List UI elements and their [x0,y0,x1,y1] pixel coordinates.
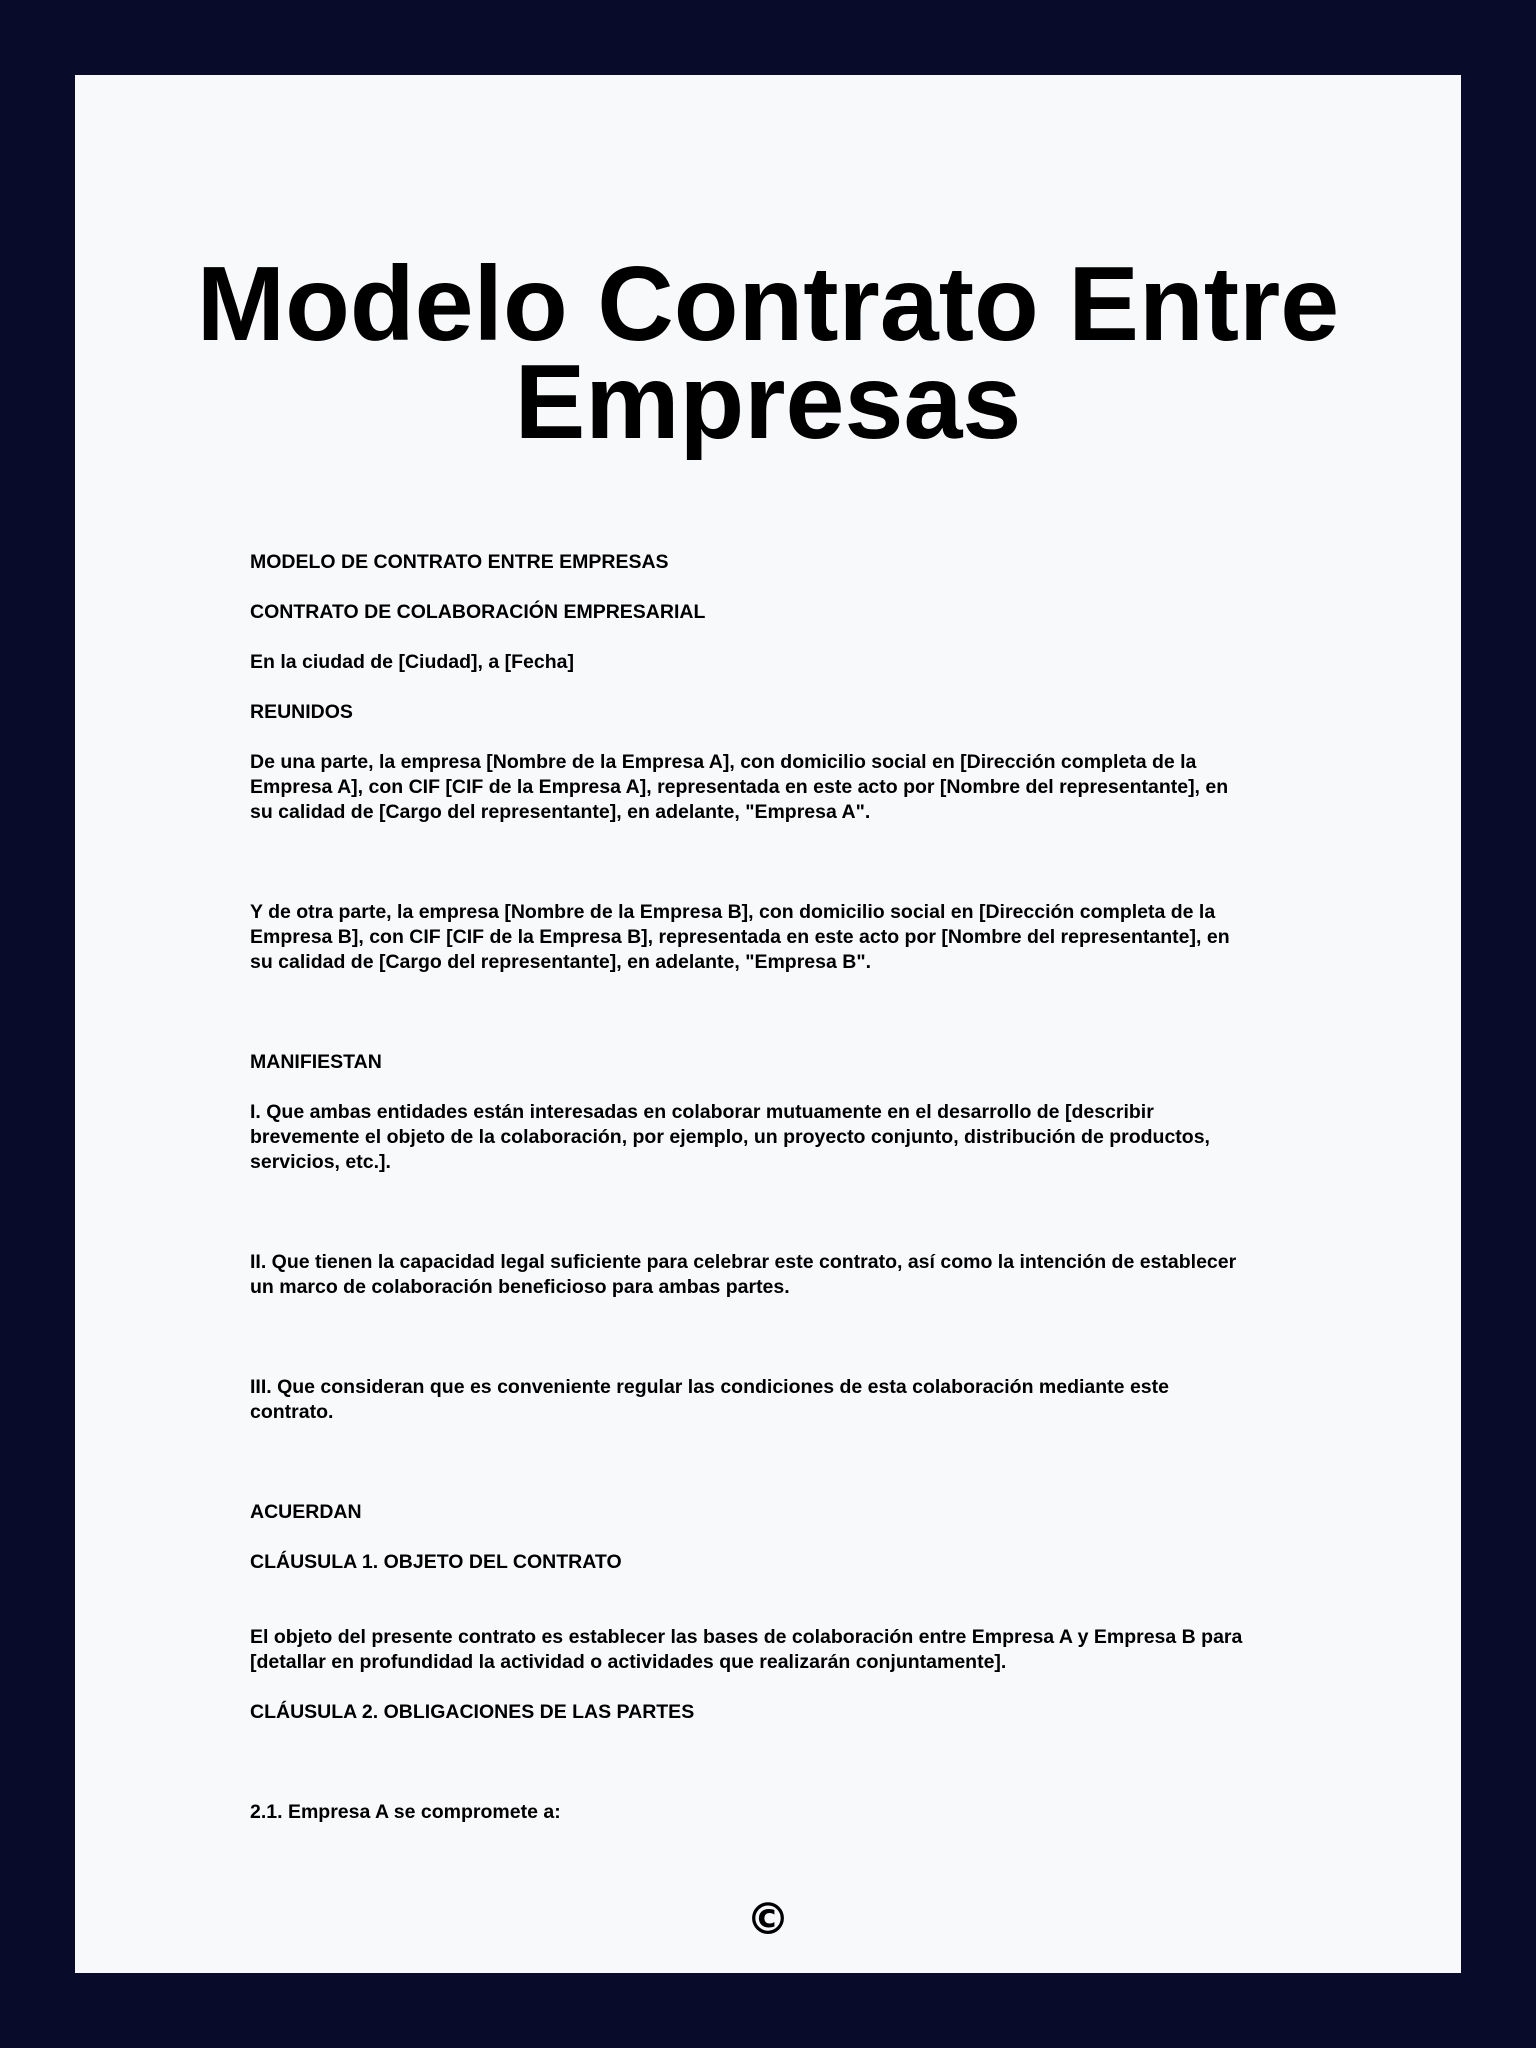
manifest-1-line: I. Que ambas entidades están interesadas en colaborar mutuamente en el desarrollo de [describir [250,1101,1154,1123]
section-manifiestan: MANIFIESTAN [250,1051,382,1073]
manifest-1-paragraph [250,1100,1290,1175]
manifest-2-line: II. Que tienen la capacidad legal suficiente para celebrar este contrato, así como la intención de establecer [250,1251,1237,1273]
manifest-3-line: III. Que consideran que es conveniente regular las condiciones de esta colaboración mediante este [250,1376,1169,1398]
party-a-line: De una parte, la empresa [Nombre de la Empresa A], con domicilio social en [Dirección completa de la [250,751,1197,773]
manifest-1-line: brevemente el objeto de la colaboración, por ejemplo, un proyecto conjunto, distribución de productos, [250,1126,1210,1148]
document-title-line-1: Modelo Contrato Entre [196,245,1340,363]
party-a-line: Empresa A], con CIF [CIF de la Empresa A], representada en este acto por [Nombre del representante], en [250,776,1229,798]
clause-2-title: CLÁUSULA 2. OBLIGACIONES DE LAS PARTES [250,1701,695,1723]
clause-2-1: 2.1. Empresa A se compromete a: [250,1801,561,1823]
manifest-3-line: contrato. [250,1401,334,1423]
copyright-icon: © [746,1894,790,1945]
party-b-paragraph [250,900,1290,975]
party-a-paragraph [250,750,1290,825]
clause-1-line: El objeto del presente contrato es establecer las bases de colaboración entre Empresa A y Empresa B para [250,1626,1243,1648]
manifest-1-line: servicios, etc.]. [250,1151,391,1173]
section-acuerdan: ACUERDAN [250,1501,362,1523]
party-b-line: Empresa B], con CIF [CIF de la Empresa B], representada en este acto por [Nombre del representante], en [250,926,1230,948]
manifest-3-paragraph [250,1375,1290,1425]
clause-1-paragraph [250,1625,1290,1675]
place-date: En la ciudad de [Ciudad], a [Fecha] [250,651,574,673]
document-title [75,245,1461,461]
heading-sub: CONTRATO DE COLABORACIÓN EMPRESARIAL [250,601,706,623]
manifest-2-paragraph [250,1250,1290,1300]
clause-1-line: [detallar en profundidad la actividad o actividades que realizarán conjuntamente]. [250,1651,1007,1673]
heading-main: MODELO DE CONTRATO ENTRE EMPRESAS [250,551,669,573]
party-b-line: su calidad de [Cargo del representante], en adelante, "Empresa B". [250,951,872,973]
party-b-line: Y de otra parte, la empresa [Nombre de la Empresa B], con domicilio social en [Dirección completa de la [250,901,1216,923]
clause-1-title: CLÁUSULA 1. OBJETO DEL CONTRATO [250,1551,622,1573]
manifest-2-line: un marco de colaboración beneficioso para ambas partes. [250,1276,790,1298]
document-page [75,75,1461,1973]
document-title-line-2: Empresas [514,343,1022,461]
section-reunidos: REUNIDOS [250,701,353,723]
party-a-line: su calidad de [Cargo del representante], en adelante, "Empresa A". [250,801,871,823]
